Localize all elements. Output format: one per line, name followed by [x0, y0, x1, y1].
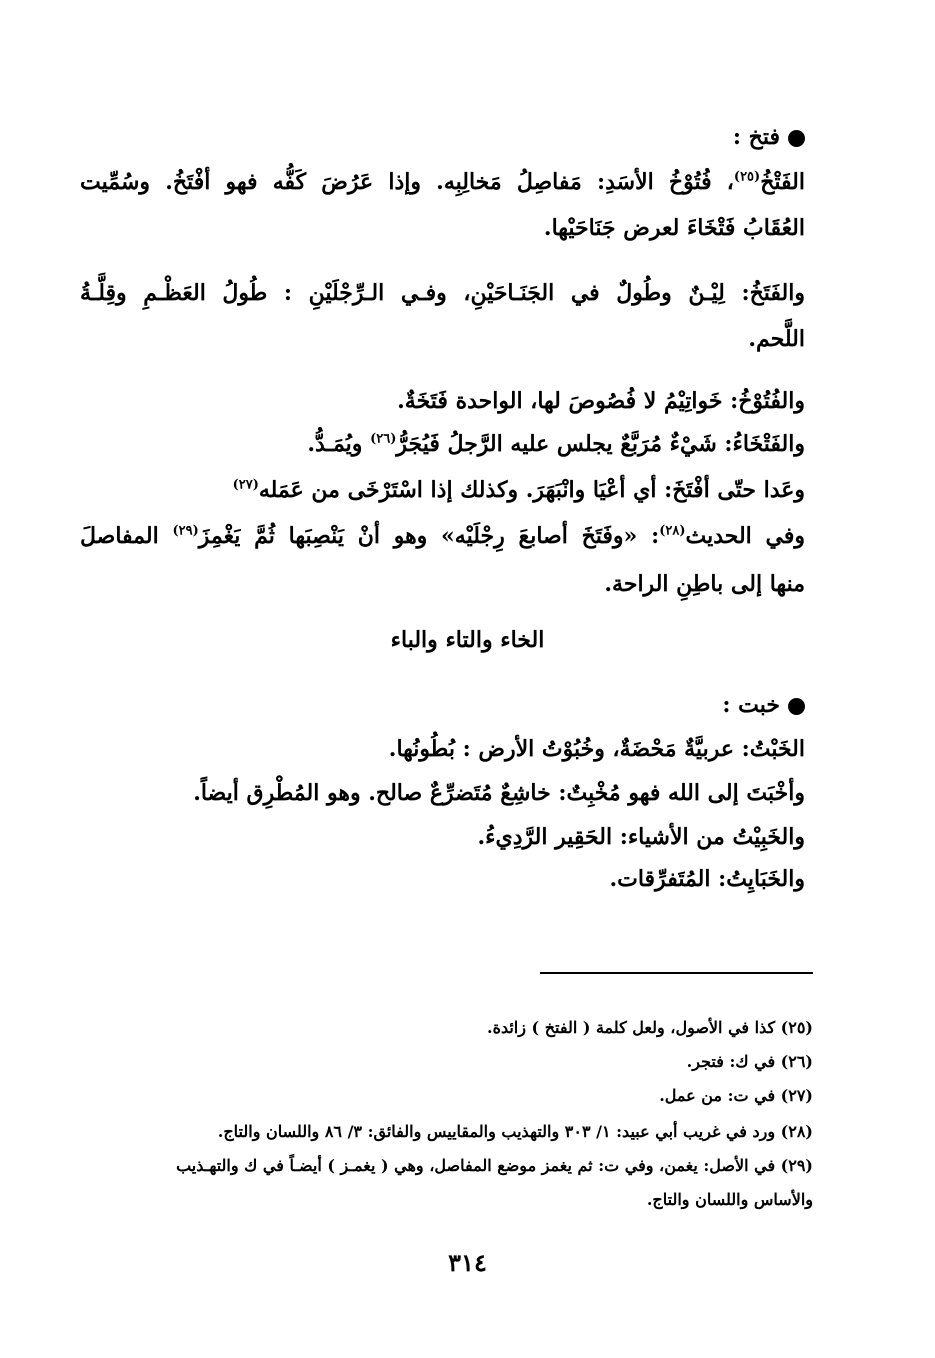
footnote: والأساس واللسان والتاج.	[646, 1190, 813, 1209]
text-line: وعَدا حتّى أفْتَخَ: أي أعْيَا وانْبَهَرَ. وكذلك إذا اسْتَرْخَى من عَمَله$^{(٢٧)}$	[232, 477, 805, 503]
text-line: الخَبْتُ: عربيَّةٌ مَحْضَةٌ، وخُبُوْتُ الأرض : بُطُونُها.	[388, 736, 805, 762]
text-line: والخَبَايِتُ: المُتَفرِّقات.	[609, 866, 805, 892]
text-line: والفُتُوْخُ: خَواتِيْمُ لا فُصُوصَ لها، الواحدة فَتَخَةٌ.	[397, 388, 805, 414]
entry-title: فتخ :	[732, 124, 780, 150]
page-number: ٣١٤	[448, 1248, 487, 1277]
bullet-icon	[788, 130, 805, 147]
section-heading: الخاء والتاء والباء	[390, 627, 545, 653]
entry-heading-khabt	[80, 692, 805, 718]
bullet-icon	[788, 698, 805, 715]
footnote: (٢٥) كذا في الأصول، ولعل كلمة ( الفتخ ) زائدة.	[487, 1018, 813, 1037]
text-line: العُقَابُ فَتْخَاءَ لعرض جَنَاحَيْها.	[543, 215, 805, 241]
text-line: الفَتْخُ$^{(٢٥)}$، فُتُوْخُ الأسَدِ: مَفاصِلُ مَخالِبِه. وإذا عَرُضَ كَفُّه فهو أفْتَخُ. وسُمِّيت	[80, 169, 805, 195]
text-line: وأخْبَتَ إلى الله فهو مُخْبِتٌ: خاشِعٌ مُتَضرِّعٌ صالح. وهو المُطْرِق أيضاً.	[193, 780, 805, 806]
footnote: (٢٨) ورد في غريب أبي عبيد: ١/ ٣٠٣ والتهذيب والمقاييس والفائق: ٣/ ٨٦ واللسان والتاج.	[217, 1122, 813, 1141]
entry-title: خبت :	[722, 692, 780, 718]
footnote-divider	[540, 972, 813, 974]
footnote-ref: (٢٨)	[659, 523, 686, 539]
text-line: منها إلى باطِنِ الراحة.	[604, 571, 805, 597]
footnote-ref: (٢٦)	[370, 431, 397, 447]
text-line: والفَتْخَاءُ: شَيْءٌ مُرَبَّعٌ يجلس عليه الرَّجلُ فَيُجَرُّ$^{(٢٦)}$ ويُمَـدُّ.	[307, 431, 805, 457]
text-line: والخَبِيْتُ من الأشياء: الحَقِير الرَّدِيءُ.	[477, 824, 805, 850]
text-line: اللَّحم.	[748, 326, 805, 352]
footnote: (٢٧) في ت: من عمل.	[659, 1086, 813, 1105]
text-line: وفي الحديث$^{(٢٨)}$: «وفَتَخَ أصابعَ رِجْلَيْه» وهو أنْ يَنْصِبَها ثُمَّ يَغْمِزَ$^{(٢٩)}$ المفاصلَ	[80, 523, 805, 549]
footnote-ref: (٢٥)	[733, 169, 761, 185]
footnote-ref: (٢٩)	[172, 523, 199, 539]
footnote-ref: (٢٧)	[232, 477, 259, 493]
footnote: (٢٦) في ك: فتجر.	[686, 1052, 813, 1071]
footnote: (٢٩) في الأصل: يغمن، وفي ت: ثم يغمز موضع المفاصل، وهي ( يغمـز ) أيضـاً في ك والتهـذيب	[176, 1156, 813, 1175]
text-line: والفَتَخُ: لِيْـنٌ وطُولٌ في الجَنَـاحَيْنِ، وفـي الـرِّجْلَيْنِ : طُولُ العَظْـمِ وقِلَّـةُ	[80, 280, 805, 306]
entry-heading-fatkh	[80, 124, 805, 150]
